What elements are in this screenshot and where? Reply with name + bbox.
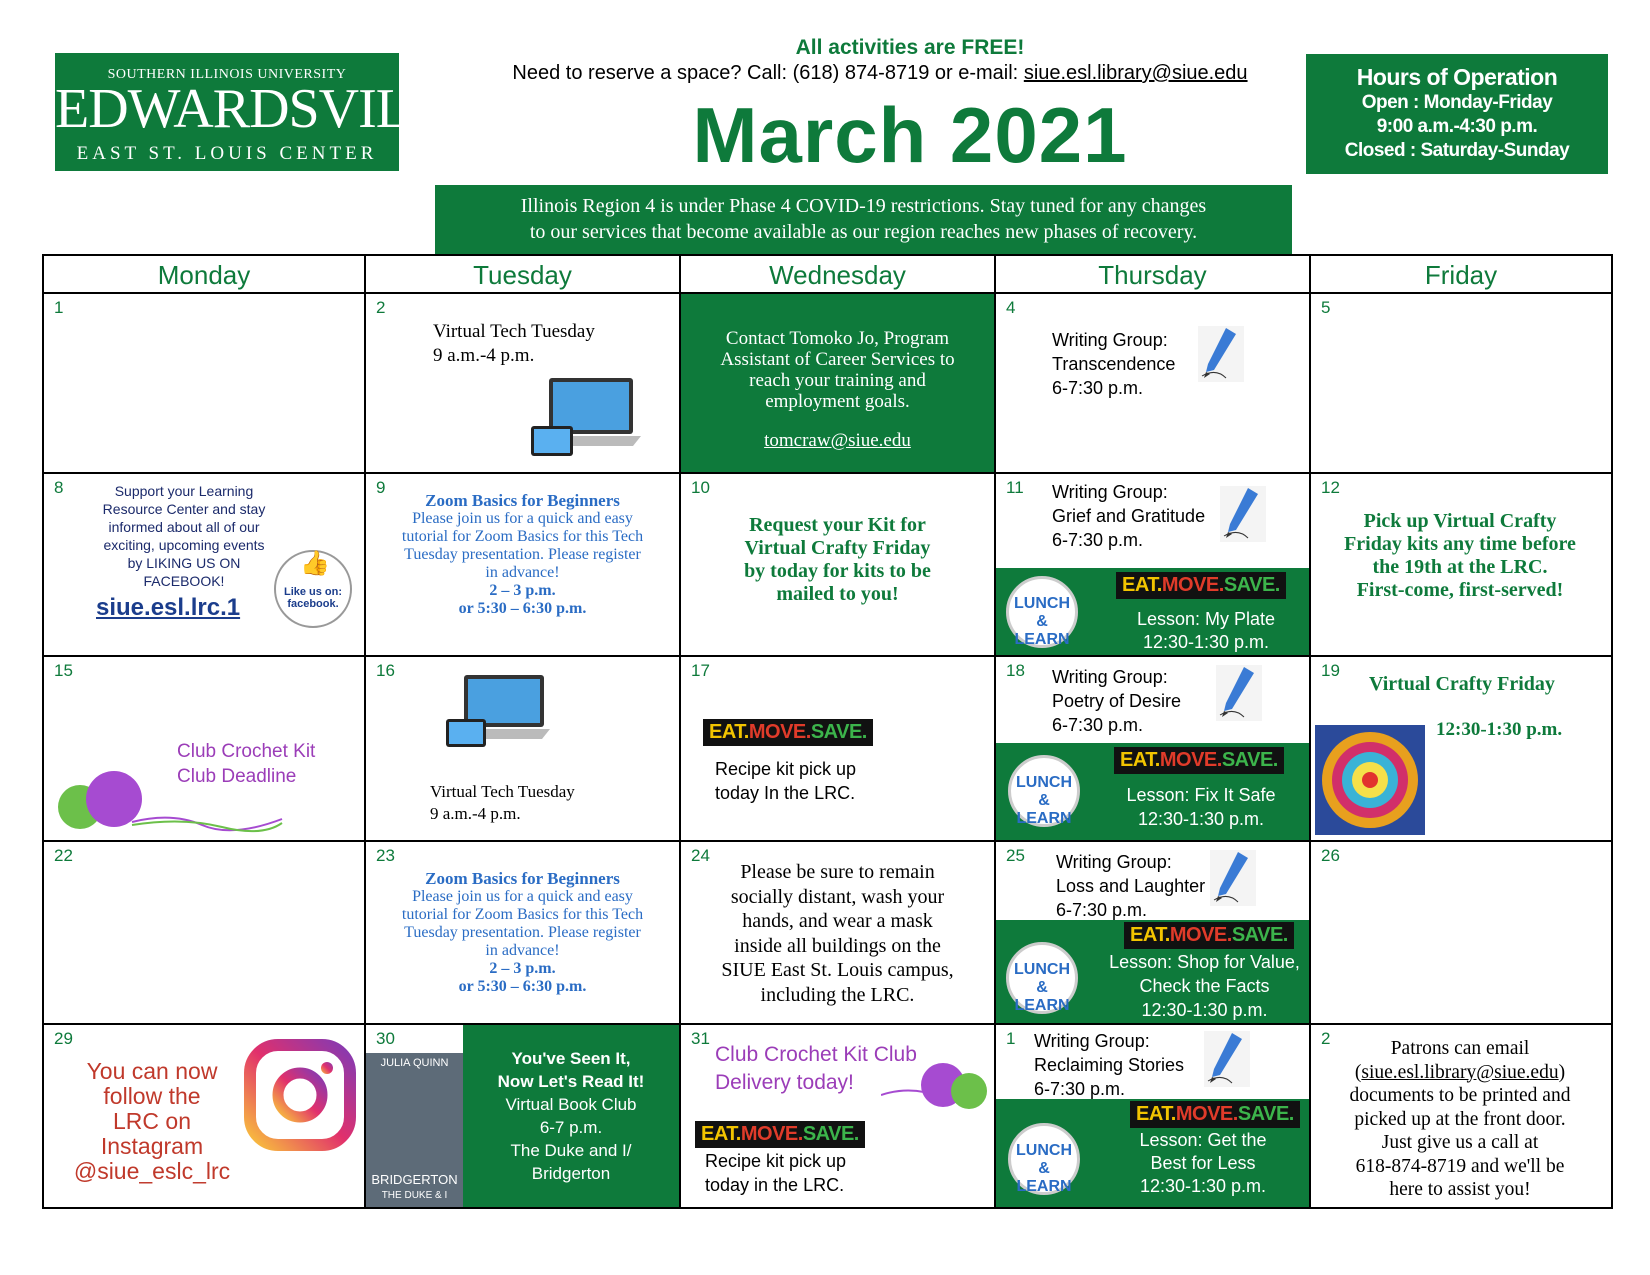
writing-group-label: Writing Group: [1056,852,1172,872]
kit-line1: Request your Kit for [749,514,926,536]
header-friday: Friday [1311,256,1611,294]
writing-group-topic: Reclaiming Stories [1034,1055,1185,1075]
day-number: 11 [1006,478,1024,497]
tech-time: 9 a.m.-4 p.m. [430,804,521,823]
vcf-title: Virtual Crafty Friday [1369,673,1555,695]
day-number: 29 [54,1029,73,1048]
day-cell-29 [44,1025,366,1207]
header-tuesday: Tuesday [366,256,681,294]
fb-line6: FACEBOOK! [143,573,225,589]
zoom-time1: 2 – 3 p.m. [489,582,556,599]
lesson-time: 12:30-1:30 p.m. [1142,632,1270,652]
day-cell-3 [681,294,996,474]
header-thursday: Thursday [996,256,1311,294]
lesson-subtitle: Best for Less [1150,1153,1256,1173]
day-number: 9 [376,478,386,497]
lunch-learn-block [996,1099,1309,1207]
day-number: 25 [1006,846,1025,865]
calendar-grid [42,254,1613,1209]
day-cell-17 [681,657,996,842]
day-number: 1 [1006,1029,1016,1048]
book-author: JULIA QUINN [380,1057,449,1069]
instagram-icon[interactable] [244,1039,356,1151]
bookclub-line4: 6-7 p.m. [539,1118,603,1137]
instagram-line4: Instagram [100,1133,204,1159]
yarn-balls-icon [881,1055,991,1115]
safety-line4: inside all buildings on the [734,934,941,957]
patrons-line4: picked up at the front door. [1354,1108,1566,1130]
vcf-time: 12:30-1:30 p.m. [1436,719,1563,740]
eat-move-save-logo: EAT.MOVE.SAVE. [1130,1101,1300,1128]
zoom-line2: tutorial for Zoom Basics for this Tech [401,906,644,923]
day-cell-apr-2 [1311,1025,1611,1207]
patrons-line6: 618-874-8719 and we'll be [1355,1155,1565,1177]
thumbs-up-icon: 👍 [300,550,330,577]
lunch-learn-block [996,568,1309,655]
day-cell-4 [996,294,1311,474]
day-number: 8 [54,478,64,497]
instagram-line1: You can now [86,1058,218,1084]
bookclub-line1: You've Seen It, [511,1049,631,1068]
writing-group-label: Writing Group: [1034,1031,1150,1051]
recipe-line2: today In the LRC. [715,783,856,803]
wed3-line1: Contact Tomoko Jo, Program [725,328,950,349]
pencil-icon [1214,663,1264,723]
day-cell-31 [681,1025,996,1207]
recipe-line2: today in the LRC. [705,1175,845,1195]
bridgerton-book-cover [366,1053,463,1207]
crochet-line2: Club Deadline [177,766,297,787]
bookclub-line3: Virtual Book Club [505,1095,637,1114]
zoom-line4: in advance! [485,942,560,959]
pick-line4: First-come, first-served! [1356,579,1564,601]
day-number: 18 [1006,661,1025,680]
pick-line2: Friday kits any time before [1344,533,1576,555]
lesson-title: Lesson: Fix It Safe [1126,785,1276,805]
hours-title: Hours of Operation [1356,64,1558,90]
covid-line1: Illinois Region 4 is under Phase 4 COVID-19 restrictions. Stay tuned for any changes [520,195,1207,217]
patrons-line3: documents to be printed and [1349,1085,1571,1106]
wed3-email-link[interactable]: tomcraw@siue.edu [764,430,911,451]
zoom-title: Zoom Basics for Beginners [425,491,620,510]
patrons-email-line: (siue.esl.library@siue.edu) [1354,1061,1566,1083]
day-cell-15 [44,657,366,842]
day-number: 2 [376,298,386,317]
page-title: March 2021 [692,91,1128,179]
pencil-icon [1208,848,1258,908]
kit-line4: mailed to you! [776,583,899,605]
day-cell-8 [44,474,366,657]
instagram-line3: LRC on [113,1108,191,1134]
laptop-icon [531,374,641,459]
covid-banner [435,185,1292,255]
lunch-learn-icon: LUNCH & LEARN [1008,755,1080,827]
laptop-icon [446,671,551,751]
wed3-line4: employment goals. [765,391,910,412]
fb-line1: Support your Learning [114,483,254,499]
recipe-line1: Recipe kit pick up [705,1151,847,1171]
free-notice: All activities are FREE! [795,36,1025,59]
safety-line3: hands, and wear a mask [742,910,933,932]
recipe-line1: Recipe kit pick up [715,759,857,779]
lunch-learn-icon: LUNCH & LEARN [1006,942,1078,1014]
lunch-learn-block [996,920,1309,1025]
safety-line6: including the LRC. [760,983,915,1006]
reserve-text: Need to reserve a space? Call: (618) 874-8719 or e-mail: [512,62,1024,84]
zoom-line3: Tuesday presentation. Please register [404,924,641,941]
fb-line5: by LIKING US ON [127,555,241,571]
kit-line3: by today for kits to be [744,560,931,582]
logo-line1: SOUTHERN ILLINOIS UNIVERSITY [107,67,347,82]
wed3-line3: reach your training and [749,370,926,391]
zoom-line4: in advance! [485,564,560,581]
day-number: 22 [54,846,73,865]
day-cell-apr-1 [996,1025,1311,1207]
safety-line5: SIUE East St. Louis campus, [721,959,954,981]
zoom-line2: tutorial for Zoom Basics for this Tech [401,528,644,545]
zoom-time2: or 5:30 – 6:30 p.m. [458,600,587,617]
crochet-line1: Club Crochet Kit [177,741,316,762]
writing-group-label: Writing Group: [1052,482,1168,502]
day-number: 26 [1321,846,1340,865]
lesson-time: 12:30-1:30 p.m. [1141,1000,1268,1020]
zoom-line3: Tuesday presentation. Please register [404,546,641,563]
fb-handle-link[interactable]: siue.esl.lrc.1 [96,594,241,621]
writing-group-topic: Grief and Gratitude [1052,506,1206,526]
day-cell-16 [366,657,681,842]
lesson-time: 12:30-1:30 p.m. [1137,809,1265,829]
delivery-line1: Club Crochet Kit Club [715,1043,917,1066]
pick-line3: the 19th at the LRC. [1372,556,1548,578]
day-number: 5 [1321,298,1331,317]
day-cell-25 [996,842,1311,1025]
writing-group-label: Writing Group: [1052,667,1168,687]
fb-line3: informed about all of our [108,519,260,535]
day-number: 16 [376,661,395,680]
day-cell-30 [366,1025,681,1207]
facebook-like-badge[interactable] [274,550,352,628]
day-number: 2 [1321,1029,1331,1048]
fb-badge-line1: Like us on: [283,586,343,598]
reserve-email-link[interactable]: siue.esl.library@siue.edu [1023,62,1248,84]
day-cell-23 [366,842,681,1025]
zoom-time1: 2 – 3 p.m. [489,960,556,977]
eat-move-save-logo: EAT.MOVE.SAVE. [1124,922,1294,949]
patrons-line5: Just give us a call at [1381,1132,1539,1153]
day-cell-12 [1311,474,1611,657]
day-cell-9 [366,474,681,657]
book-title: BRIDGERTON [371,1172,458,1187]
day-cell-5 [1311,294,1611,474]
eat-move-save-logo: EAT.MOVE.SAVE. [1114,747,1284,774]
tech-title: Virtual Tech Tuesday [430,782,575,801]
reserve-line [480,62,1280,85]
writing-group-label: Writing Group: [1052,330,1168,350]
delivery-line2: Delivery today! [715,1071,854,1094]
day-cell-26 [1311,842,1611,1025]
writing-group-time: 6-7:30 p.m. [1052,530,1144,550]
day-cell-24 [681,842,996,1025]
writing-group-topic: Loss and Laughter [1056,876,1206,896]
tech-time: 9 a.m.-4 p.m. [433,345,535,366]
patrons-line7: here to assist you! [1389,1179,1531,1200]
day-cell-11 [996,474,1311,657]
writing-group-topic: Poetry of Desire [1052,691,1182,711]
hours-open: Open : Monday-Friday [1361,92,1553,113]
day-cell-10 [681,474,996,657]
lunch-learn-block [996,743,1309,840]
writing-group-time: 6-7:30 p.m. [1052,715,1144,735]
patrons-line1: Patrons can email [1390,1038,1530,1059]
day-number: 31 [691,1029,710,1048]
day-cell-22 [44,842,366,1025]
eat-move-save-logo: EAT.MOVE.SAVE. [703,719,873,746]
day-cell-18 [996,657,1311,842]
logo-line2: EDWARDSVILLE [55,78,476,140]
hours-box [1306,54,1608,174]
covid-line2: to our services that become available as our region reaches new phases of recovery. [529,221,1198,243]
header-monday: Monday [44,256,366,294]
lesson-time: 12:30-1:30 p.m. [1139,1176,1267,1196]
day-number: 23 [376,846,395,865]
bookclub-line5: The Duke and I/ [510,1141,632,1160]
dot-mandala-image [1315,725,1425,835]
bookclub-line6: Bridgerton [531,1164,611,1183]
eat-move-save-logo: EAT.MOVE.SAVE. [1116,572,1286,599]
fb-line2: Resource Center and stay [102,501,266,517]
lesson-title: Lesson: Get the [1139,1130,1267,1150]
day-number: 24 [691,846,710,865]
lesson-title: Lesson: Shop for Value, [1109,952,1300,972]
lunch-learn-icon: LUNCH & LEARN [1006,576,1078,648]
fb-line4: exciting, upcoming events [103,537,265,553]
instagram-handle[interactable]: @siue_eslc_lrc [73,1158,231,1184]
zoom-line1: Please join us for a quick and easy [412,888,633,905]
fb-badge-line2: facebook. [287,598,339,610]
zoom-title: Zoom Basics for Beginners [425,869,620,888]
pencil-icon [1202,1029,1252,1089]
kit-line2: Virtual Crafty Friday [744,537,931,559]
zoom-line1: Please join us for a quick and easy [412,510,633,527]
writing-group-topic: Transcendence [1052,354,1176,374]
header-wednesday: Wednesday [681,256,996,294]
book-subtitle: THE DUKE & I [381,1190,448,1201]
day-cell-1 [44,294,366,474]
tech-title: Virtual Tech Tuesday [433,321,595,342]
zoom-time2: or 5:30 – 6:30 p.m. [458,978,587,995]
lesson-subtitle: Check the Facts [1139,976,1270,996]
day-number: 15 [54,661,73,680]
instagram-line2: follow the [103,1083,201,1109]
day-number: 30 [376,1029,395,1048]
day-cell-19 [1311,657,1611,842]
writing-group-time: 6-7:30 p.m. [1056,900,1148,920]
day-number: 12 [1321,478,1340,497]
hours-closed: Closed : Saturday-Sunday [1344,140,1570,161]
bookclub-line2: Now Let's Read It! [497,1072,645,1091]
lunch-learn-icon: LUNCH & LEARN [1008,1123,1080,1195]
book-club-block [463,1025,679,1207]
day-number: 4 [1006,298,1016,317]
patrons-email-link[interactable]: siue.esl.library@siue.edu [1361,1061,1559,1083]
eat-move-save-logo: EAT.MOVE.SAVE. [695,1121,865,1148]
hours-time: 9:00 a.m.-4:30 p.m. [1376,116,1538,137]
safety-line2: socially distant, wash your [730,885,945,908]
day-number: 10 [691,478,710,497]
lesson-title: Lesson: My Plate [1136,609,1276,629]
safety-line1: Please be sure to remain [740,861,935,883]
pick-line1: Pick up Virtual Crafty [1363,510,1557,532]
day-cell-2 [366,294,681,474]
pencil-icon [1196,324,1246,384]
wed3-line2: Assistant of Career Services to [720,349,955,370]
day-number: 19 [1321,661,1340,680]
day-number: 17 [691,661,710,680]
logo-line3: EAST ST. LOUIS CENTER [55,143,399,165]
writing-group-time: 6-7:30 p.m. [1052,378,1144,398]
yarn-balls-icon [52,767,292,837]
writing-group-time: 6-7:30 p.m. [1034,1079,1126,1099]
pencil-icon [1218,484,1268,544]
day-number: 1 [54,298,64,317]
